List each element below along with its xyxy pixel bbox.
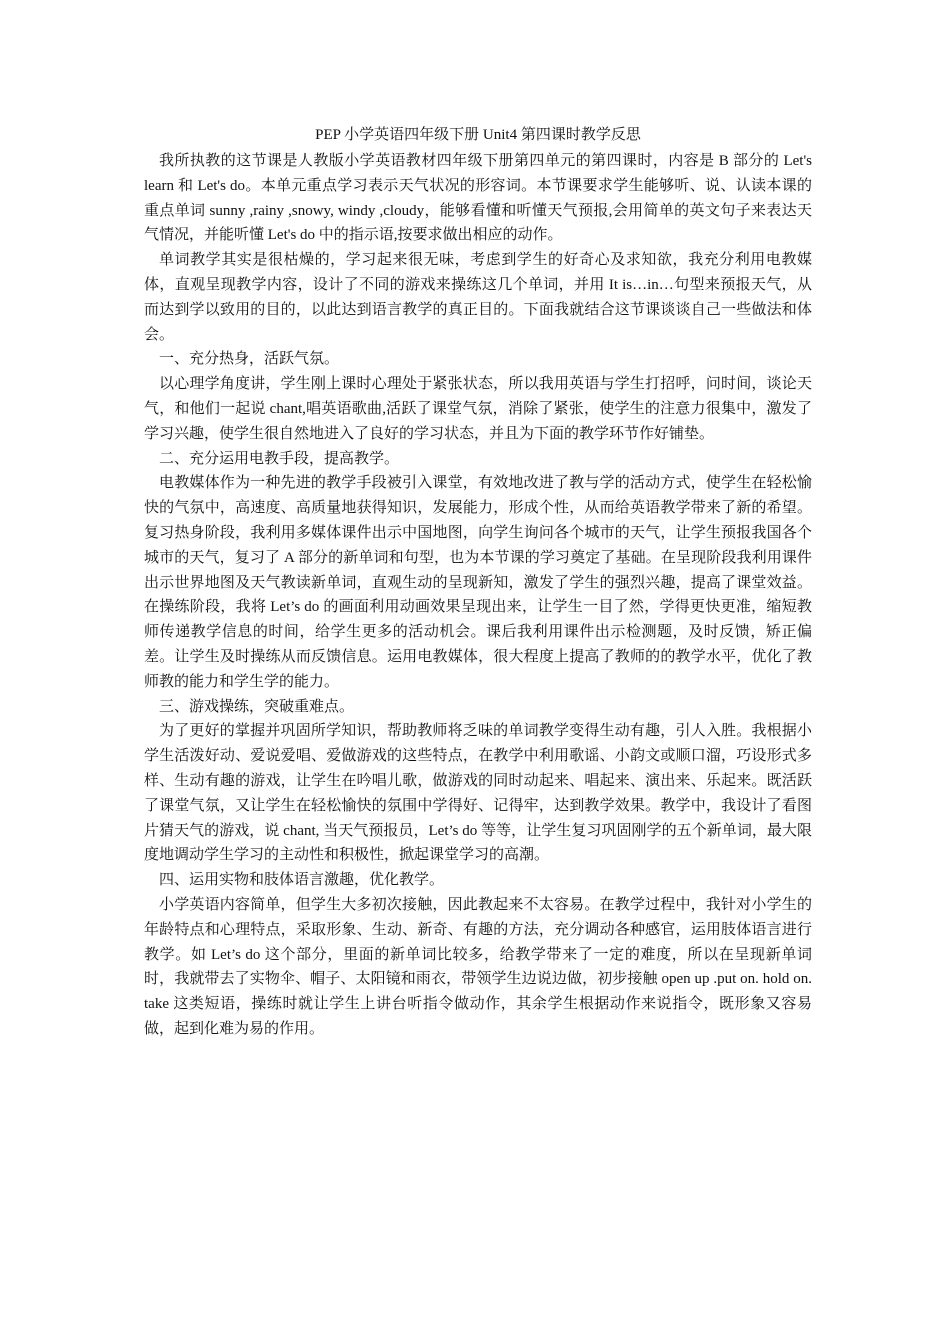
document-page bbox=[144, 122, 812, 1042]
section-2-paragraph: 电教媒体作为一种先进的教学手段被引入课堂，有效地改进了教与学的活动方式，使学生在轻松愉快的气氛中，高速度、高质量地获得知识，发展能力，形成个性，从而给英语教学带来了新的希望。复习热身阶段，我利用多媒体课件出示中国地图，向学生询问各个城市的天气，让学生预报我国各个城市的天气，复习了 A 部分的新单词和句型，也为本节课的学习奠定了基础。在呈现阶段我利用课件出示世界地图及天气教读新单词，直观生动的呈现新知，激发了学生的强烈兴趣，提高了课堂效益。在操练阶段，我将 Let’s do 的画面利用动画效果呈现出来，让学生一目了然，学得更快更准，缩短教师传递教学信息的时间，给学生更多的活动机会。课后我利用课件出示检测题，及时反馈，矫正偏差。让学生及时操练从而反馈信息。运用电教媒体，很大程度上提高了教师的的教学水平，优化了教师教的能力和学生学的能力。 bbox=[144, 475, 812, 690]
section-1-heading: 一、充分热身，活跃气氛。 bbox=[159, 351, 340, 368]
document-title: PEP 小学英语四年级下册 Unit4 第四课时教学反思 bbox=[315, 127, 641, 143]
intro-paragraph: 我所执教的这节课是人教版小学英语教材四年级下册第四单元的第四课时，内容是 B 部分的 Let's learn 和 Let's do。本单元重点学习表示天气状况的形容词。本节课要求学生能够听、说、认读本课的重点单词 sunny ,rainy ,snowy, windy ,cloudy，能够看懂和听懂天气预报,会用简单的英文句子来表达天气情况，并能听懂 Let's do 中的指示语,按要求做出相应的动作。 bbox=[144, 153, 812, 244]
section-3-paragraph: 为了更好的掌握并巩固所学知识，帮助教师将乏味的单词教学变得生动有趣，引人入胜。我根据小学生活泼好动、爱说爱唱、爱做游戏的这些特点，在教学中利用歌谣、小韵文或顺口溜，巧设形式多样、生动有趣的游戏，让学生在吟唱儿歌，做游戏的同时动起来、唱起来、演出来、乐起来。既活跃了课堂气氛，又让学生在轻松愉快的氛围中学得好、记得牢，达到教学效果。教学中，我设计了看图片猜天气的游戏，说 chant, 当天气预报员，Let’s do 等等，让学生复习巩固刚学的五个新单词，最大限度地调动学生学习的主动性和积极性，掀起课堂学习的高潮。 bbox=[144, 723, 812, 864]
section-2-heading: 二、充分运用电教手段，提高教学。 bbox=[159, 450, 400, 467]
section-3-heading: 三、游戏操练，突破重难点。 bbox=[159, 698, 355, 715]
section-4-heading: 四、运用实物和肢体语言激趣，优化教学。 bbox=[159, 872, 445, 889]
section-4-paragraph: 小学英语内容简单，但学生大多初次接触，因此教起来不太容易。在教学过程中，我针对小学生的年龄特点和心理特点，采取形象、生动、新奇、有趣的方法，充分调动各种感官，运用肢体语言进行教学。如 Let’s do 这个部分，里面的新单词比较多，给教学带来了一定的难度，所以在呈现新单词时，我就带去了实物伞、帽子、太阳镜和雨衣，带领学生边说边做，初步接触 open up .put on. hold on. take 这类短语，操练时就让学生上讲台听指令做动作，其余学生根据动作来说指令，既形象又容易做，起到化难为易的作用。 bbox=[144, 896, 812, 1037]
section-1-paragraph: 以心理学角度讲，学生刚上课时心理处于紧张状态，所以我用英语与学生打招呼，问时间，谈论天气，和他们一起说 chant,唱英语歌曲,活跃了课堂气氛，消除了紧张，使学生的注意力很集中，激发了学习兴趣，使学生很自然地进入了良好的学习状态，并且为下面的教学环节作好铺垫。 bbox=[144, 376, 812, 442]
body-paragraph-2: 单词教学其实是很枯燥的，学习起来很无味，考虑到学生的好奇心及求知欲，我充分利用电教媒体，直观呈现教学内容，设计了不同的游戏来操练这几个单词，并用 It is…in…句型来预报天气，从而达到学以致用的目的，以此达到语言教学的真正目的。下面我就结合这节课谈谈自己一些做法和体会。 bbox=[144, 252, 812, 343]
